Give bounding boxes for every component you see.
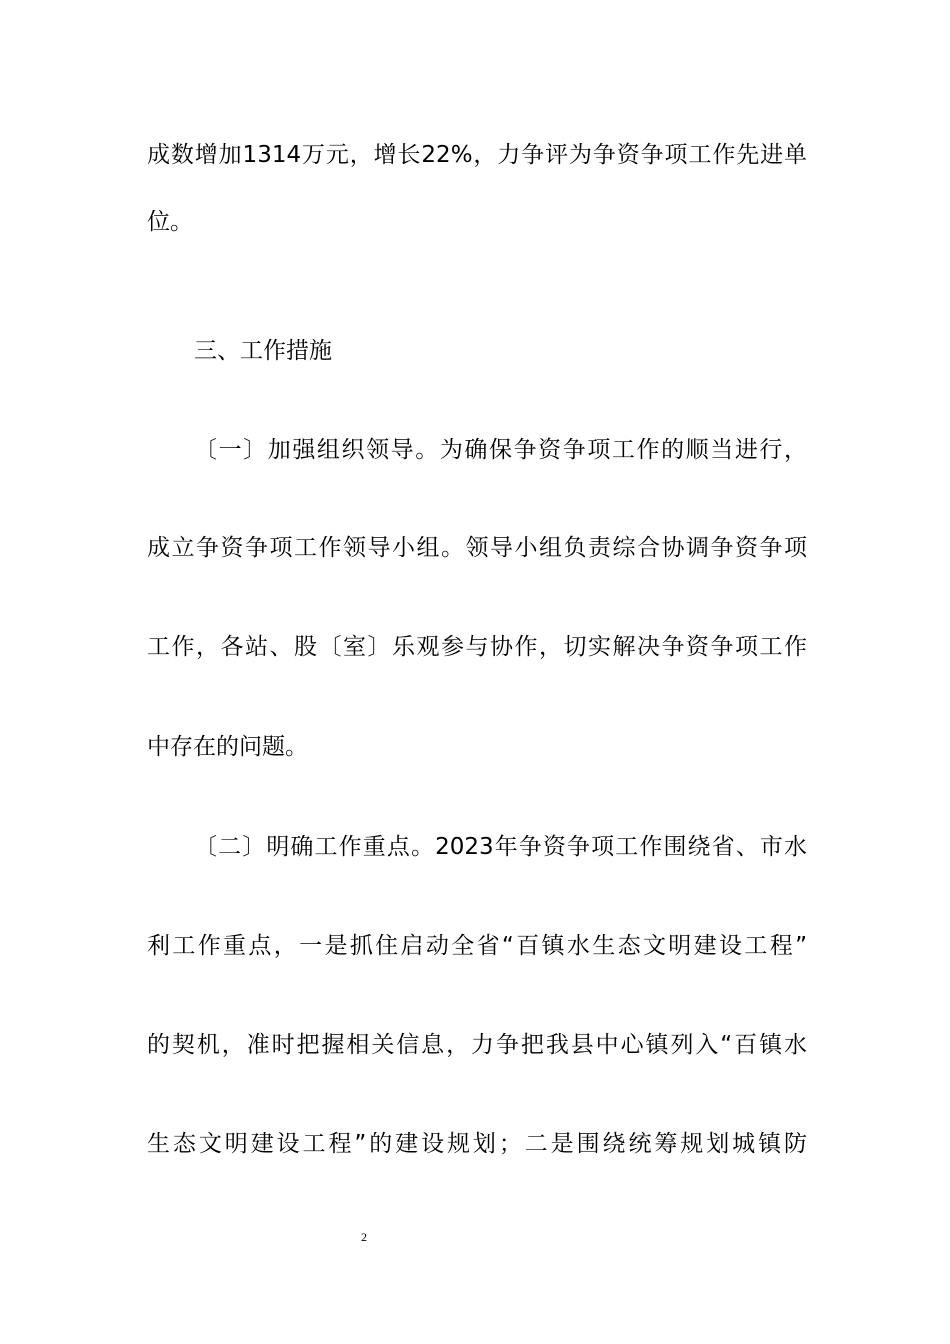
- page-number: 2: [361, 1230, 367, 1244]
- paragraph-line: 工作，各站、股〔室〕乐观参与协作，切实解决争资争项工作: [147, 634, 807, 660]
- paragraph-line: 利工作重点，一是抓住启动全省“百镇水生态文明建设工程”: [147, 933, 807, 959]
- paragraph-line: 的契机，准时把握相关信息，力争把我县中心镇列入“百镇水: [147, 1032, 807, 1058]
- paragraph-line: 生态文明建设工程”的建设规划；二是围绕统筹规划城镇防: [147, 1131, 807, 1157]
- paragraph-line: 中存在的问题。: [147, 734, 308, 760]
- paragraph-line: 位。: [147, 209, 193, 235]
- section-heading: 三、工作措施: [194, 338, 332, 364]
- paragraph-line: 〔二〕明确工作重点。2023年争资争项工作围绕省、市水: [194, 834, 807, 860]
- paragraph-line: 成立争资争项工作领导小组。领导小组负责综合协调争资争项: [147, 535, 807, 561]
- paragraph-line: 〔一〕加强组织领导。为确保争资争项工作的顺当进行，: [194, 437, 807, 463]
- paragraph-line: 成数增加1314万元，增长22%，力争评为争资争项工作先进单: [147, 142, 807, 168]
